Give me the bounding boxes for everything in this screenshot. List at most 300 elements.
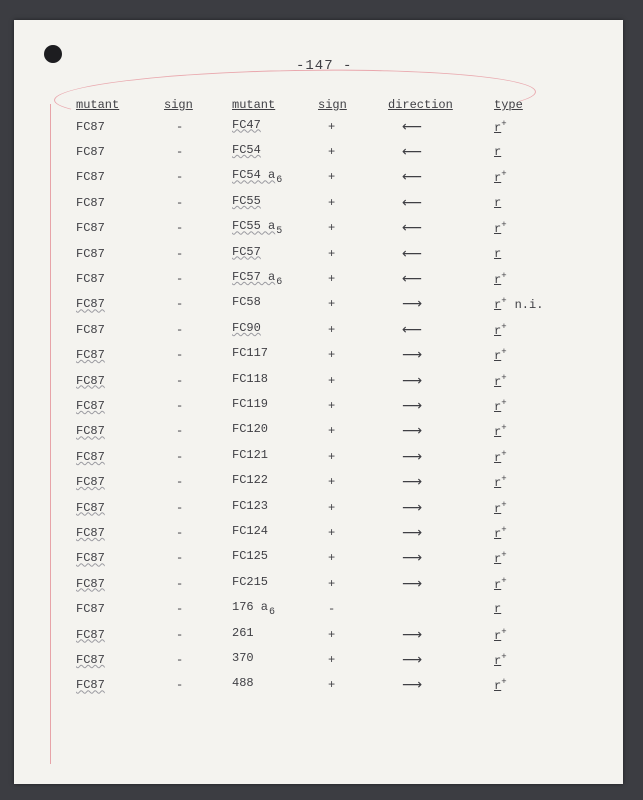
type-cell bbox=[494, 241, 574, 266]
mutant-2-cell bbox=[232, 241, 318, 266]
mutant-2-value: FC55 a bbox=[232, 219, 276, 234]
direction-cell bbox=[388, 419, 494, 444]
sign-2-value: + bbox=[328, 322, 336, 337]
mutant-1-value: FC87 bbox=[76, 500, 105, 515]
direction-arrow-icon: ⟶ bbox=[402, 626, 422, 643]
table-row bbox=[76, 596, 574, 621]
direction-cell bbox=[388, 292, 494, 317]
mutant-1-value: FC87 bbox=[76, 475, 105, 490]
type-cell bbox=[494, 266, 574, 291]
direction-cell bbox=[388, 241, 494, 266]
sign-1-value: - bbox=[176, 576, 184, 591]
type-cell bbox=[494, 469, 574, 494]
sign-2-cell bbox=[318, 546, 388, 571]
type-superscript: + bbox=[501, 296, 507, 307]
direction-arrow-icon: ⟶ bbox=[402, 651, 422, 668]
sign-1-value: - bbox=[176, 652, 184, 667]
type-cell bbox=[494, 190, 574, 215]
direction-cell bbox=[388, 266, 494, 291]
mutant-1-cell bbox=[76, 647, 164, 672]
mutant-2-value: FC118 bbox=[232, 371, 269, 386]
type-cell bbox=[494, 368, 574, 393]
header-sign-1: sign bbox=[164, 98, 193, 112]
sign-1-cell bbox=[164, 647, 232, 672]
sign-2-value: - bbox=[328, 602, 336, 617]
direction-cell bbox=[388, 114, 494, 139]
mutant-2-value: FC125 bbox=[232, 549, 269, 564]
type-superscript: + bbox=[501, 575, 507, 586]
sign-2-cell bbox=[318, 647, 388, 672]
mutant-1-value: FC87 bbox=[76, 246, 105, 261]
table-row bbox=[76, 165, 574, 190]
mutant-1-value: FC87 bbox=[76, 297, 105, 312]
mutant-2-value: FC54 bbox=[232, 143, 261, 158]
table-row bbox=[76, 241, 574, 266]
sign-1-cell bbox=[164, 165, 232, 190]
mutant-1-cell bbox=[76, 241, 164, 266]
type-cell bbox=[494, 165, 574, 190]
sign-2-value: + bbox=[328, 221, 336, 236]
margin-line bbox=[50, 104, 51, 764]
sign-2-value: + bbox=[328, 449, 336, 464]
sign-2-cell bbox=[318, 241, 388, 266]
mutant-2-subscript: 5 bbox=[276, 226, 283, 238]
type-cell bbox=[494, 520, 574, 545]
sign-2-value: + bbox=[328, 576, 336, 591]
sign-1-value: - bbox=[176, 221, 184, 236]
type-value: r bbox=[494, 349, 502, 364]
mutant-1-cell bbox=[76, 190, 164, 215]
type-superscript: + bbox=[501, 524, 507, 535]
sign-2-cell bbox=[318, 114, 388, 139]
mutant-1-value: FC87 bbox=[76, 424, 105, 439]
direction-arrow-icon: ⟵ bbox=[402, 144, 422, 161]
header-mutant-2: mutant bbox=[232, 98, 276, 112]
direction-arrow-icon: ⟶ bbox=[402, 550, 422, 567]
mutant-1-cell bbox=[76, 419, 164, 444]
direction-cell bbox=[388, 165, 494, 190]
direction-arrow-icon: ⟶ bbox=[402, 575, 422, 592]
direction-cell bbox=[388, 673, 494, 698]
type-value: r bbox=[494, 374, 502, 389]
type-value: r bbox=[494, 195, 502, 210]
sign-1-cell bbox=[164, 444, 232, 469]
sign-1-cell bbox=[164, 317, 232, 342]
direction-arrow-icon: ⟵ bbox=[402, 271, 422, 288]
direction-arrow-icon: ⟶ bbox=[402, 423, 422, 440]
mutant-2-value: FC120 bbox=[232, 422, 269, 437]
sign-1-cell bbox=[164, 495, 232, 520]
type-cell bbox=[494, 495, 574, 520]
mutant-1-cell bbox=[76, 292, 164, 317]
table-row bbox=[76, 520, 574, 545]
sign-2-cell bbox=[318, 596, 388, 621]
direction-arrow-icon: ⟶ bbox=[402, 474, 422, 491]
table-row bbox=[76, 190, 574, 215]
mutant-2-subscript: 6 bbox=[276, 175, 283, 187]
sign-1-value: - bbox=[176, 246, 184, 261]
direction-arrow-icon: ⟵ bbox=[402, 118, 422, 135]
sign-2-cell bbox=[318, 571, 388, 596]
mutant-2-subscript: 6 bbox=[269, 607, 276, 619]
sign-1-cell bbox=[164, 292, 232, 317]
type-value: r bbox=[494, 450, 502, 465]
type-cell bbox=[494, 622, 574, 647]
mutant-2-cell bbox=[232, 647, 318, 672]
sign-2-value: + bbox=[328, 500, 336, 515]
mutant-2-cell bbox=[232, 622, 318, 647]
sign-2-value: + bbox=[328, 652, 336, 667]
sign-2-value: + bbox=[328, 348, 336, 363]
mutant-1-value: FC87 bbox=[76, 525, 105, 540]
mutant-1-value: FC87 bbox=[76, 449, 105, 464]
header-direction: direction bbox=[388, 98, 453, 112]
direction-cell bbox=[388, 546, 494, 571]
table-row bbox=[76, 444, 574, 469]
mutant-2-cell bbox=[232, 139, 318, 164]
type-value: r bbox=[494, 552, 502, 567]
type-superscript: + bbox=[501, 397, 507, 408]
sign-2-value: + bbox=[328, 297, 336, 312]
direction-cell bbox=[388, 469, 494, 494]
type-superscript: + bbox=[501, 626, 507, 637]
type-superscript: + bbox=[501, 448, 507, 459]
sign-1-value: - bbox=[176, 195, 184, 210]
direction-cell bbox=[388, 139, 494, 164]
type-cell bbox=[494, 419, 574, 444]
sign-2-value: + bbox=[328, 424, 336, 439]
sign-1-cell bbox=[164, 343, 232, 368]
table-row bbox=[76, 292, 574, 317]
table-row bbox=[76, 495, 574, 520]
mutant-table bbox=[76, 96, 574, 698]
table-row bbox=[76, 571, 574, 596]
mutant-2-value: 370 bbox=[232, 650, 254, 665]
sign-2-cell bbox=[318, 520, 388, 545]
mutant-2-cell bbox=[232, 546, 318, 571]
sign-1-value: - bbox=[176, 119, 184, 134]
type-value: r bbox=[494, 577, 502, 592]
sign-2-cell bbox=[318, 216, 388, 241]
sign-1-value: - bbox=[176, 551, 184, 566]
mutant-1-cell bbox=[76, 266, 164, 291]
sign-2-cell bbox=[318, 622, 388, 647]
type-value: r bbox=[494, 425, 502, 440]
direction-cell bbox=[388, 520, 494, 545]
mutant-1-cell bbox=[76, 317, 164, 342]
mutant-1-value: FC87 bbox=[76, 652, 105, 667]
mutant-2-value: 176 a bbox=[232, 600, 269, 615]
sign-1-cell bbox=[164, 596, 232, 621]
direction-cell bbox=[388, 622, 494, 647]
table-row bbox=[76, 673, 574, 698]
table-row bbox=[76, 317, 574, 342]
type-cell bbox=[494, 673, 574, 698]
table-row bbox=[76, 622, 574, 647]
direction-cell bbox=[388, 495, 494, 520]
table-row bbox=[76, 393, 574, 418]
type-cell bbox=[494, 343, 574, 368]
sign-2-value: + bbox=[328, 145, 336, 160]
mutant-2-value: FC57 bbox=[232, 244, 261, 259]
sign-2-cell bbox=[318, 469, 388, 494]
sign-1-value: - bbox=[176, 373, 184, 388]
type-cell bbox=[494, 393, 574, 418]
mutant-1-value: FC87 bbox=[76, 195, 105, 210]
mutant-2-cell bbox=[232, 165, 318, 190]
mutant-1-value: FC87 bbox=[76, 119, 105, 134]
mutant-2-value: FC55 bbox=[232, 193, 261, 208]
mutant-2-value: FC123 bbox=[232, 498, 269, 513]
sign-2-value: + bbox=[328, 678, 336, 693]
type-cell bbox=[494, 596, 574, 621]
mutant-2-value: FC121 bbox=[232, 447, 269, 462]
sign-1-value: - bbox=[176, 475, 184, 490]
type-cell bbox=[494, 571, 574, 596]
sign-1-value: - bbox=[176, 272, 184, 287]
type-cell bbox=[494, 216, 574, 241]
sign-2-cell bbox=[318, 343, 388, 368]
mutant-2-value: FC117 bbox=[232, 346, 269, 361]
type-value: r bbox=[494, 679, 502, 694]
direction-arrow-icon: ⟶ bbox=[402, 397, 422, 414]
mutant-1-cell bbox=[76, 368, 164, 393]
mutant-2-cell bbox=[232, 190, 318, 215]
type-value: r bbox=[494, 476, 502, 491]
table-row bbox=[76, 216, 574, 241]
direction-cell bbox=[388, 393, 494, 418]
mutant-2-value: FC119 bbox=[232, 396, 269, 411]
sign-1-cell bbox=[164, 469, 232, 494]
mutant-2-subscript: 6 bbox=[276, 277, 283, 289]
mutant-1-value: FC87 bbox=[76, 627, 105, 642]
type-cell bbox=[494, 139, 574, 164]
type-superscript: + bbox=[501, 550, 507, 561]
mutant-2-cell bbox=[232, 596, 318, 621]
direction-arrow-icon: ⟵ bbox=[402, 220, 422, 237]
direction-cell bbox=[388, 216, 494, 241]
header-mutant-1: mutant bbox=[76, 98, 120, 112]
sign-2-cell bbox=[318, 368, 388, 393]
type-value: r bbox=[494, 526, 502, 541]
mutant-2-cell bbox=[232, 469, 318, 494]
type-cell bbox=[494, 647, 574, 672]
sign-1-value: - bbox=[176, 348, 184, 363]
mutant-1-cell bbox=[76, 139, 164, 164]
mutant-2-cell bbox=[232, 444, 318, 469]
table-row bbox=[76, 469, 574, 494]
mutant-1-cell bbox=[76, 469, 164, 494]
direction-cell bbox=[388, 596, 494, 621]
sign-1-value: - bbox=[176, 678, 184, 693]
direction-cell bbox=[388, 571, 494, 596]
table-row bbox=[76, 368, 574, 393]
type-superscript: + bbox=[501, 169, 507, 180]
mutant-2-cell bbox=[232, 419, 318, 444]
type-superscript: + bbox=[501, 474, 507, 485]
type-cell bbox=[494, 444, 574, 469]
sign-1-cell bbox=[164, 546, 232, 571]
direction-arrow-icon: ⟶ bbox=[402, 677, 422, 694]
mutant-2-cell bbox=[232, 266, 318, 291]
direction-cell bbox=[388, 190, 494, 215]
mutant-2-value: FC122 bbox=[232, 473, 269, 488]
sign-2-value: + bbox=[328, 246, 336, 261]
mutant-2-cell bbox=[232, 343, 318, 368]
type-value: r bbox=[494, 246, 502, 261]
type-value: r bbox=[494, 273, 502, 288]
direction-cell bbox=[388, 317, 494, 342]
type-value: r bbox=[494, 323, 502, 338]
mutant-1-cell bbox=[76, 216, 164, 241]
mutant-1-cell bbox=[76, 165, 164, 190]
type-value: r bbox=[494, 222, 502, 237]
header-sign-2: sign bbox=[318, 98, 347, 112]
sign-2-value: + bbox=[328, 373, 336, 388]
mutant-1-cell bbox=[76, 622, 164, 647]
mutant-2-cell bbox=[232, 114, 318, 139]
table-row bbox=[76, 647, 574, 672]
type-value: r bbox=[494, 298, 502, 313]
type-superscript: + bbox=[501, 220, 507, 231]
sign-1-cell bbox=[164, 114, 232, 139]
sign-2-cell bbox=[318, 419, 388, 444]
sign-2-cell bbox=[318, 190, 388, 215]
mutant-1-value: FC87 bbox=[76, 678, 105, 693]
mutant-1-value: FC87 bbox=[76, 373, 105, 388]
mutant-1-cell bbox=[76, 444, 164, 469]
sign-2-cell bbox=[318, 292, 388, 317]
table-row bbox=[76, 546, 574, 571]
direction-arrow-icon: ⟵ bbox=[402, 194, 422, 211]
direction-arrow-icon: ⟶ bbox=[402, 347, 422, 364]
page-number: -147 - bbox=[296, 58, 353, 74]
type-cell bbox=[494, 114, 574, 139]
direction-cell bbox=[388, 444, 494, 469]
direction-arrow-icon: ⟵ bbox=[402, 321, 422, 338]
sign-2-value: + bbox=[328, 551, 336, 566]
mutant-1-value: FC87 bbox=[76, 272, 105, 287]
mutant-2-cell bbox=[232, 393, 318, 418]
sign-1-cell bbox=[164, 216, 232, 241]
punch-hole bbox=[44, 45, 62, 63]
sign-1-value: - bbox=[176, 627, 184, 642]
mutant-1-cell bbox=[76, 546, 164, 571]
mutant-1-value: FC87 bbox=[76, 398, 105, 413]
table-row bbox=[76, 266, 574, 291]
type-superscript: + bbox=[501, 372, 507, 383]
type-cell bbox=[494, 546, 574, 571]
sign-2-value: + bbox=[328, 475, 336, 490]
mutant-1-cell bbox=[76, 393, 164, 418]
direction-arrow-icon: ⟵ bbox=[402, 169, 422, 186]
type-value: r bbox=[494, 399, 502, 414]
type-superscript: + bbox=[501, 321, 507, 332]
direction-cell bbox=[388, 368, 494, 393]
mutant-2-value: FC57 a bbox=[232, 270, 276, 285]
sign-2-value: + bbox=[328, 398, 336, 413]
type-superscript: + bbox=[501, 347, 507, 358]
sign-1-cell bbox=[164, 266, 232, 291]
sign-2-cell bbox=[318, 444, 388, 469]
document-page bbox=[14, 20, 623, 784]
direction-arrow-icon: ⟶ bbox=[402, 524, 422, 541]
mutant-1-cell bbox=[76, 571, 164, 596]
type-value: r bbox=[494, 602, 502, 617]
sign-2-value: + bbox=[328, 627, 336, 642]
mutant-1-value: FC87 bbox=[76, 551, 105, 566]
sign-1-cell bbox=[164, 673, 232, 698]
sign-1-value: - bbox=[176, 602, 184, 617]
mutant-2-cell bbox=[232, 520, 318, 545]
mutant-1-cell bbox=[76, 343, 164, 368]
mutant-2-value: FC124 bbox=[232, 523, 269, 538]
type-value: r bbox=[494, 171, 502, 186]
type-note: n.i. bbox=[514, 298, 544, 313]
sign-1-cell bbox=[164, 368, 232, 393]
direction-cell bbox=[388, 343, 494, 368]
mutant-2-value: 261 bbox=[232, 625, 254, 640]
sign-1-value: - bbox=[176, 424, 184, 439]
mutant-1-cell bbox=[76, 114, 164, 139]
type-superscript: + bbox=[501, 118, 507, 129]
sign-2-value: + bbox=[328, 195, 336, 210]
mutant-1-value: FC87 bbox=[76, 170, 105, 185]
type-superscript: + bbox=[501, 499, 507, 510]
sign-1-cell bbox=[164, 520, 232, 545]
mutant-1-value: FC87 bbox=[76, 145, 105, 160]
direction-cell bbox=[388, 647, 494, 672]
type-value: r bbox=[494, 628, 502, 643]
mutant-2-cell bbox=[232, 368, 318, 393]
sign-1-cell bbox=[164, 419, 232, 444]
direction-arrow-icon: ⟶ bbox=[402, 372, 422, 389]
mutant-2-value: FC58 bbox=[232, 295, 261, 310]
sign-2-value: + bbox=[328, 119, 336, 134]
sign-1-cell bbox=[164, 190, 232, 215]
mutant-2-value: FC47 bbox=[232, 117, 261, 132]
sign-1-value: - bbox=[176, 398, 184, 413]
sign-2-cell bbox=[318, 139, 388, 164]
mutant-2-value: FC215 bbox=[232, 574, 269, 589]
sign-2-cell bbox=[318, 393, 388, 418]
mutant-2-value: FC90 bbox=[232, 320, 261, 335]
mutant-2-cell bbox=[232, 292, 318, 317]
direction-arrow-icon: ⟶ bbox=[402, 448, 422, 465]
mutant-2-cell bbox=[232, 571, 318, 596]
mutant-1-value: FC87 bbox=[76, 576, 105, 591]
mutant-2-cell bbox=[232, 673, 318, 698]
table-header-row bbox=[76, 96, 574, 114]
sign-2-cell bbox=[318, 317, 388, 342]
mutant-1-cell bbox=[76, 495, 164, 520]
type-value: r bbox=[494, 120, 502, 135]
direction-arrow-icon: ⟶ bbox=[402, 296, 422, 313]
sign-2-value: + bbox=[328, 525, 336, 540]
header-type: type bbox=[494, 98, 523, 112]
sign-2-cell bbox=[318, 266, 388, 291]
type-value: r bbox=[494, 145, 502, 160]
sign-1-value: - bbox=[176, 297, 184, 312]
type-superscript: + bbox=[501, 651, 507, 662]
sign-1-cell bbox=[164, 241, 232, 266]
sign-1-value: - bbox=[176, 449, 184, 464]
mutant-2-cell bbox=[232, 495, 318, 520]
mutant-1-cell bbox=[76, 596, 164, 621]
sign-1-value: - bbox=[176, 322, 184, 337]
table-row bbox=[76, 114, 574, 139]
direction-arrow-icon: ⟶ bbox=[402, 499, 422, 516]
